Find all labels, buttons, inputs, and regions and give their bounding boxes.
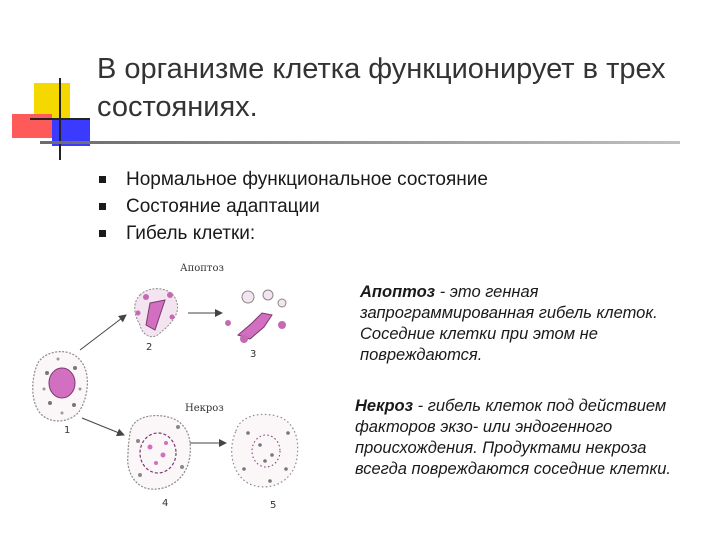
apoptosis-text: - это генная запрограммированная гибель клеток. Соседние клетки при этом не повреждаются. (360, 283, 658, 364)
apoptotic-cell-2 (135, 289, 178, 337)
cell-number-1: 1 (64, 425, 71, 436)
square-bullet-icon (99, 230, 106, 237)
bullet-item (98, 220, 488, 247)
horizontal-rule-decoration (30, 118, 90, 120)
bullet-item (98, 193, 488, 220)
apoptotic-bodies-cell-3 (225, 290, 286, 343)
cell-number-5: 5 (270, 500, 277, 511)
necrosis-text: - гибель клеток под действием факторов экзо- или эндогенного происхождения. Продуктами некроза всегда повреждаются соседние клетки. (355, 397, 671, 478)
square-bullet-icon (99, 203, 106, 210)
necrosis-term: Некроз (355, 397, 414, 415)
cell-death-diagram (0, 255, 350, 540)
slide-title: В организме клетка функционирует в трех состояниях. (97, 53, 666, 123)
title-underline (40, 141, 680, 144)
cell-number-3: 3 (250, 349, 257, 360)
arrow-1-to-4 (82, 418, 124, 435)
apoptosis-diagram-label: Апоптоз (180, 263, 224, 274)
bullet-text: Нормальное функциональное состояние (126, 169, 488, 190)
bullet-text: Гибель клетки: (126, 223, 256, 244)
bullet-list (98, 166, 488, 247)
necrosis-definition (355, 396, 675, 480)
apoptosis-definition (360, 282, 680, 366)
square-bullet-icon (99, 176, 106, 183)
cell-number-4: 4 (162, 498, 169, 509)
cell-number-2: 2 (146, 342, 153, 353)
normal-cell-1 (33, 352, 88, 421)
necrotic-cell-5 (232, 414, 298, 487)
bullet-item (98, 166, 488, 193)
bullet-text: Состояние адаптации (126, 196, 320, 217)
necrosis-diagram-label: Некроз (185, 403, 224, 414)
necrotic-cell-4 (128, 416, 191, 490)
arrow-1-to-2 (80, 315, 126, 350)
apoptosis-term: Апоптоз (360, 283, 436, 301)
